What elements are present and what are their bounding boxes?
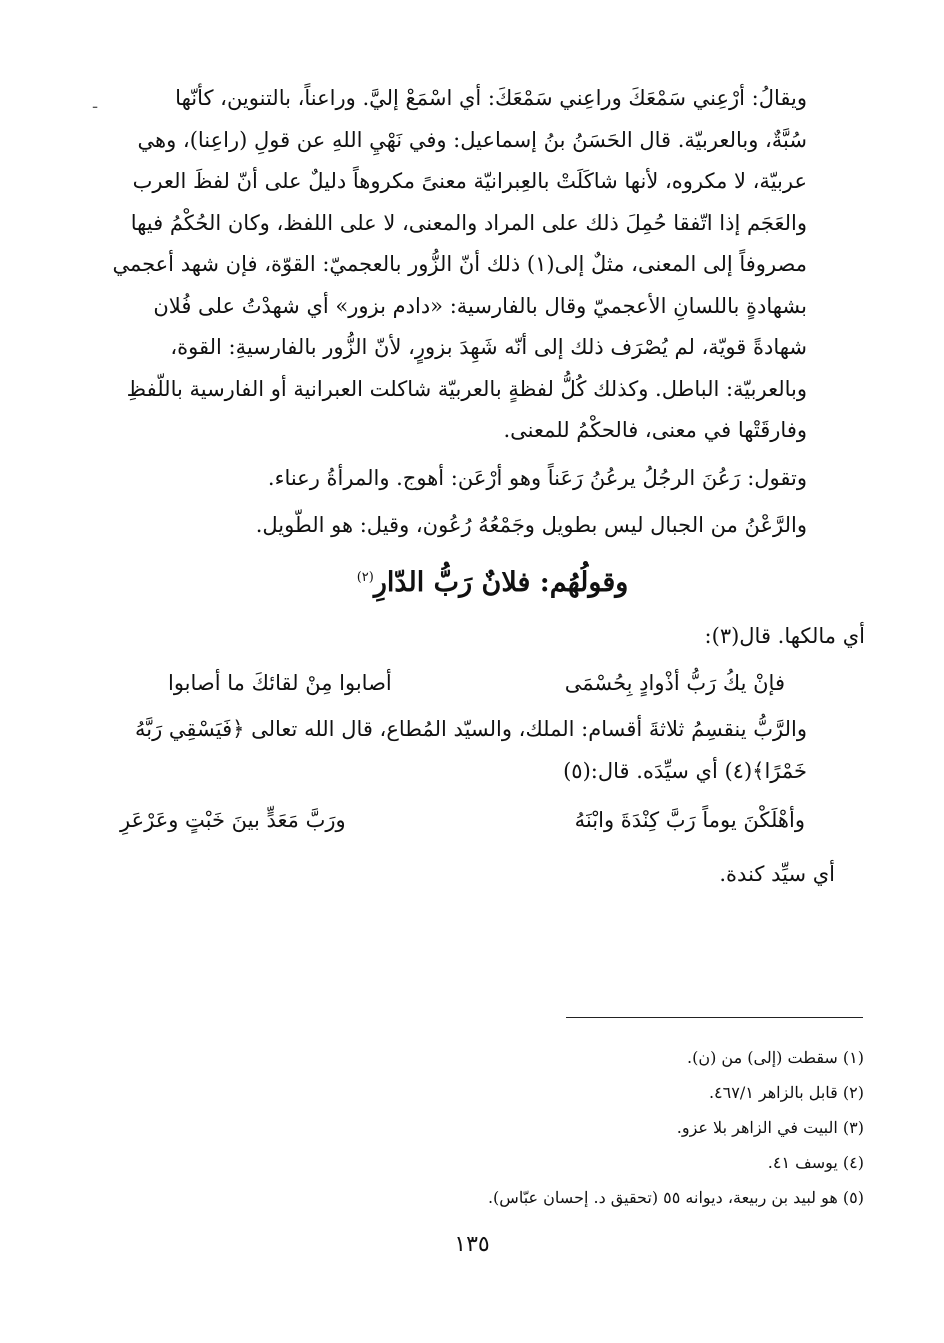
text-line: والعَجَم إذا اتّفقا حُمِلَ ذلك على المراد والمعنى، لا على اللفظ، وكان الحُكْمُ فيها bbox=[130, 210, 807, 235]
paragraph-3 bbox=[120, 505, 865, 547]
verse-1-second-hemistich: أصابوا مِنْ لقائكَ ما أصابوا bbox=[168, 671, 392, 695]
margin-mark: - bbox=[92, 96, 99, 117]
footnote-3: (٣) البيت في الزاهر بلا عزو. bbox=[676, 1118, 864, 1137]
heading-footnote-ref: (٢) bbox=[356, 569, 374, 585]
paragraph-2 bbox=[120, 458, 865, 500]
text-line: شهادةً قويّة، لم يُصْرَف ذلك إلى أنّه شَهِدَ بزورٍ، لأنّ الزُّور بالفارسيةِ: القوة، bbox=[170, 335, 807, 359]
page-number: ١٣٥ bbox=[454, 1232, 490, 1257]
paragraph-1 bbox=[112, 78, 865, 452]
verse-1-first-hemistich: فإنْ يكُ رَبُّ أذْوادٍ بِحُسْمَى bbox=[564, 671, 785, 695]
text-line: والرَّعْنُ من الجبال ليس بطويل وجَمْعُهُ رُعُون، وقيل: هو الطّويل. bbox=[255, 513, 807, 537]
text-line: أي سيِّد كندة. bbox=[719, 862, 835, 886]
text-line: وفارقَتْها في معنى، فالحكْمُ للمعنى. bbox=[503, 418, 807, 442]
page-body bbox=[112, 78, 865, 896]
text-line: عربيّة، لا مكروه، لأنها شاكَلَتْ بالعِبرانيّة معنىً مكروهاً دليلٌ على أنّ لفظَ العرب bbox=[132, 169, 807, 193]
text-line: مصروفاً إلى المعنى، مثلٌ إلى(١) ذلك أنّ الزُّور بالعجميّ: القوّة، فإن شهد أعجمي bbox=[112, 252, 807, 276]
footnote-5: (٥) هو لبيد بن ربيعة، ديوانه ٥٥ (تحقيق د. إحسان عبّاس). bbox=[487, 1188, 864, 1207]
text-line: والرَّبُّ ينقسِمُ ثلاثةَ أقسام: الملك، والسيّد المُطاع، قال الله تعالى ﴿فَيَسْقِي رَبَّهُ bbox=[134, 717, 807, 741]
section-intro bbox=[120, 616, 865, 658]
text-line: ويقالُ: أرْعِني سَمْعَكَ وراعِني سَمْعَكَ: أي اسْمَعْ إليَّ. وراعناً، بالتنوين، كأنّها bbox=[175, 86, 807, 110]
text-line: سُبَّةٌ، وبالعربيّة. قال الحَسَنُ بنُ إسماعيل: وفي نَهْيِ اللهِ عن قولِ (راعِنا)، وهي bbox=[137, 127, 807, 152]
footnote-2: (٢) قابل بالزاهر ٤٦٧/١. bbox=[708, 1083, 864, 1102]
verse-2 bbox=[120, 798, 865, 842]
footnote-1: (١) سقطت (إلى) من (ن). bbox=[687, 1048, 864, 1067]
section-heading bbox=[120, 555, 865, 606]
section-heading-text: وقولُهُم: فلانٌ رَبُّ الدّارِ bbox=[373, 566, 629, 598]
footnote-divider bbox=[566, 1017, 863, 1018]
paragraph-4 bbox=[120, 709, 865, 792]
text-line: بشهادةٍ باللسانِ الأعجميّ وقال بالفارسية: «دادم بزور» أي شهدْتُ على فُلان bbox=[153, 293, 807, 318]
text-line: وتقول: رَعُنَ الرجُلُ يرعُنُ رَعَناً وهو أرْعَن: أهوج. والمرأةُ رعناء. bbox=[267, 465, 807, 490]
verse-2-second-hemistich: ورَبَّ مَعَدٍّ بينَ خَبْتٍ وعَرْعَرِ bbox=[120, 808, 346, 832]
text-line: أي مالكها. قال(٣): bbox=[704, 623, 865, 648]
verse-1 bbox=[120, 661, 865, 705]
footnote-4: (٤) يوسف ٤١. bbox=[767, 1153, 864, 1172]
text-line: خَمْرًا﴾(٤) أي سيِّدَه. قال:(٥) bbox=[563, 758, 807, 783]
footnotes bbox=[488, 1040, 864, 1215]
verse-2-first-hemistich: وأهْلَكْنَ يوماً رَبَّ كِنْدَةَ وابْنَهُ bbox=[574, 808, 805, 832]
text-line: وبالعربيّة: الباطل. وكذلك كُلُّ لفظةٍ بالعربيّة شاكلت العبرانية أو الفارسية باللّفظِ bbox=[126, 376, 807, 401]
section-outro bbox=[120, 854, 865, 896]
